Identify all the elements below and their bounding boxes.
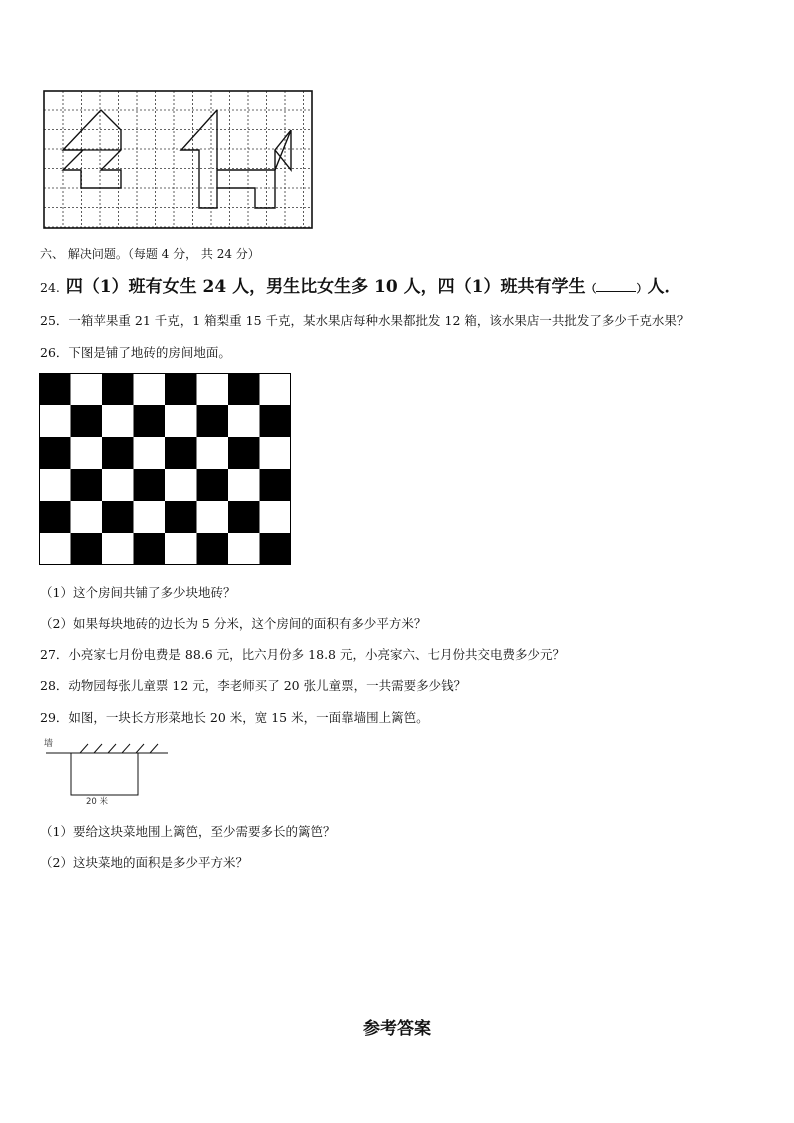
q24-answer-blank[interactable]: [596, 277, 636, 292]
question-24: [40, 272, 681, 297]
floor-tile: [102, 437, 134, 469]
right-shape-tail: [275, 130, 291, 170]
floor-tile: [39, 373, 71, 405]
floor-tile: [102, 501, 134, 533]
floor-tile: [228, 437, 260, 469]
floor-tile: [102, 373, 134, 405]
floor-tile: [165, 405, 197, 437]
question-28: 28．动物园每张儿童票 12 元，李老师买了 20 张儿童票，一共需要多少钱？: [40, 678, 467, 693]
floor-tile: [260, 469, 292, 501]
floor-tile: [102, 405, 134, 437]
floor-tile: [260, 501, 292, 533]
floor-tile: [260, 533, 292, 565]
q24-text-b: 人．: [647, 277, 682, 297]
floor-tile: [228, 469, 260, 501]
floor-tile: [165, 501, 197, 533]
q24-paren-close: ）: [636, 282, 648, 295]
wall-label: 墙: [44, 739, 54, 749]
floor-tile: [260, 405, 292, 437]
floor-tile: [39, 501, 71, 533]
floor-tile: [228, 533, 260, 565]
floor-tile: [134, 533, 166, 565]
floor-tile: [165, 373, 197, 405]
floor-tile: [197, 501, 229, 533]
floor-tile: [71, 373, 103, 405]
question-29: 29．如图，一块长方形菜地长 20 米，宽 15 米，一面靠墙围上篱笆。: [40, 710, 429, 725]
floor-tile: [165, 533, 197, 565]
floor-tile: [39, 469, 71, 501]
floor-tile: [197, 437, 229, 469]
question-26-part-1: （1）这个房间共铺了多少块地砖？: [40, 585, 236, 600]
question-26-part-2: （2）如果每块地砖的边长为 5 分米，这个房间的面积有多少平方米？: [40, 616, 427, 631]
floor-tile: [39, 437, 71, 469]
floor-tile: [165, 437, 197, 469]
vegetable-plot: [71, 753, 138, 795]
wall-hatching: [80, 744, 158, 753]
question-29-part-2: （2）这块菜地的面积是多少平方米？: [40, 855, 248, 870]
right-shape-outline: [181, 110, 217, 208]
floor-tile: [71, 501, 103, 533]
fence-figure: [44, 735, 184, 805]
question-29-part-1: （1）要给这块菜地围上篱笆，至少需要多长的篱笆？: [40, 824, 336, 839]
section-heading: 六、 解决问题。（每题 4 分， 共 24 分）: [40, 247, 260, 261]
floor-tile: [71, 437, 103, 469]
floor-tile: [102, 533, 134, 565]
q24-paren-open: （: [585, 282, 597, 295]
q24-number: 24.: [40, 280, 60, 295]
question-27: 27．小亮家七月份电费是 88.6 元，比六月份多 18.8 元，小亮家六、七月份共交电费多少元？: [40, 647, 565, 662]
floor-tile: [134, 437, 166, 469]
floor-tile: [39, 405, 71, 437]
floor-tile: [134, 373, 166, 405]
floor-tile: [228, 373, 260, 405]
floor-tile: [71, 533, 103, 565]
floor-tile: [165, 469, 197, 501]
question-26: 26．下图是铺了地砖的房间地面。: [40, 345, 231, 360]
grid-figure: [43, 90, 315, 230]
floor-tile: [260, 437, 292, 469]
length-label: 20 米: [86, 797, 109, 807]
floor-tile: [228, 501, 260, 533]
floor-tile: [197, 405, 229, 437]
question-25: 25．一箱苹果重 21 千克，1 箱梨重 15 千克，某水果店每种水果都批发 12 箱，该水果店一共批发了多少千克水果？: [40, 313, 690, 328]
floor-tile: [134, 469, 166, 501]
floor-tile: [197, 373, 229, 405]
floor-tile: [197, 469, 229, 501]
floor-tile: [71, 469, 103, 501]
floor-tile: [102, 469, 134, 501]
answer-section-title: 参考答案: [363, 1019, 431, 1039]
floor-tile: [71, 405, 103, 437]
checkerboard-figure: [39, 373, 291, 565]
floor-tile: [260, 373, 292, 405]
floor-tile: [134, 501, 166, 533]
q24-text-a: 四（1）班有女生 24 人，男生比女生多 10 人，四（1）班共有学生: [65, 277, 586, 297]
floor-tile: [228, 405, 260, 437]
floor-tile: [197, 533, 229, 565]
floor-tile: [39, 533, 71, 565]
floor-tile: [134, 405, 166, 437]
